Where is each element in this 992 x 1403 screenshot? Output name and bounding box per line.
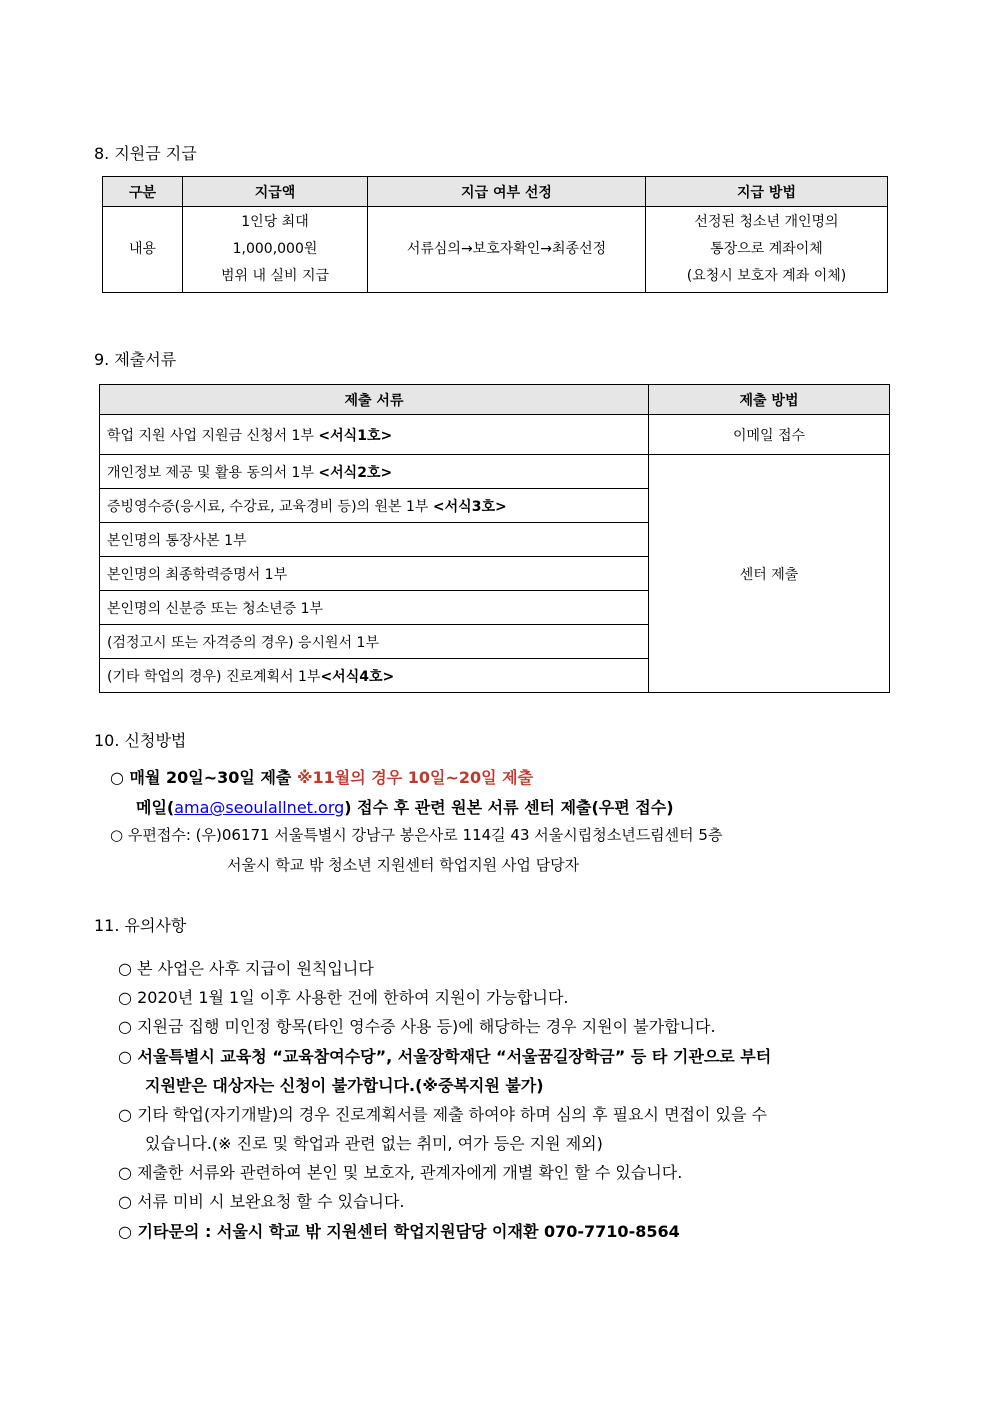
section-11-heading: 11. 유의사항 bbox=[94, 916, 187, 935]
notice-item: ○ 지원금 집행 미인정 항목(타인 영수증 사용 등)에 해당하는 경우 지원이 불가합니다. bbox=[118, 1017, 716, 1036]
apply-line-1 bbox=[110, 765, 533, 788]
section-10-heading: 10. 신청방법 bbox=[94, 731, 187, 750]
document-row: 학업 지원 사업 지원금 신청서 1부 <서식1호> bbox=[100, 415, 649, 455]
notice-item: ○ 서울특별시 교육청 “교육참여수당”, 서울장학재단 “서울꿈길장학금” 등 타 기관으로 부터 bbox=[118, 1047, 772, 1066]
section-9-heading: 9. 제출서류 bbox=[94, 350, 177, 369]
apply-period: 매월 20일~30일 제출 bbox=[129, 768, 297, 787]
header-category: 구분 bbox=[103, 177, 183, 207]
method-line: 선정된 청소년 개인명의 bbox=[694, 214, 839, 230]
amount-cell bbox=[183, 207, 368, 293]
document-row: 개인정보 제공 및 활용 동의서 1부 <서식2호> bbox=[100, 455, 649, 489]
amount-line: 범위 내 실비 지급 bbox=[220, 268, 330, 284]
selection-cell: 서류심의→보호자확인→최종선정 bbox=[368, 207, 646, 293]
amount-line: 1,000,000원 bbox=[232, 241, 318, 257]
notice-item-contact: ○ 기타문의 : 서울시 학교 밖 지원센터 학업지원담당 이재환 070-7710-8564 bbox=[118, 1222, 680, 1241]
notice-item: ○ 본 사업은 사후 지급이 원칙입니다 bbox=[118, 959, 374, 978]
postal-address: 우편접수: (우)06171 서울특별시 강남구 봉은사로 114길 43 서울시립청소년드림센터 5층 bbox=[127, 826, 723, 844]
email-link[interactable]: ama@seoulallnet.org bbox=[174, 798, 345, 817]
bullet: ○ bbox=[110, 826, 124, 844]
method-email: 이메일 접수 bbox=[649, 415, 890, 455]
bullet: ○ bbox=[110, 768, 124, 787]
header-submit-method: 제출 방법 bbox=[649, 385, 890, 415]
notice-item: ○ 2020년 1월 1일 이후 사용한 건에 한하여 지원이 가능합니다. bbox=[118, 988, 569, 1007]
apply-line-2: 메일(ama@seoulallnet.org) 접수 후 관련 원본 서류 센터 제출(우편 접수) bbox=[136, 798, 674, 817]
document-row: 본인명의 신분증 또는 청소년증 1부 bbox=[100, 591, 649, 625]
apply-line-4: 서울시 학교 밖 청소년 지원센터 학업지원 사업 담당자 bbox=[227, 856, 580, 874]
document-row: 증빙영수증(응시료, 수강료, 교육경비 등)의 원본 1부 <서식3호> bbox=[100, 489, 649, 523]
notice-item-cont: 지원받은 대상자는 신청이 불가합니다.(※중복지원 불가) bbox=[145, 1076, 544, 1095]
notice-item: ○ 제출한 서류와 관련하여 본인 및 보호자, 관계자에게 개별 확인 할 수 있습니다. bbox=[118, 1163, 683, 1182]
header-method: 지급 방법 bbox=[646, 177, 888, 207]
document-row: 본인명의 통장사본 1부 bbox=[100, 523, 649, 557]
row-label: 내용 bbox=[103, 207, 183, 293]
method-cell bbox=[646, 207, 888, 293]
document-row: (검정고시 또는 자격증의 경우) 응시원서 1부 bbox=[100, 625, 649, 659]
apply-line-3 bbox=[110, 824, 722, 845]
notice-item-cont: 있습니다.(※ 진로 및 학업과 관련 없는 취미, 여가 등은 지원 제외) bbox=[145, 1134, 603, 1153]
header-selection: 지급 여부 선정 bbox=[368, 177, 646, 207]
header-documents: 제출 서류 bbox=[100, 385, 649, 415]
amount-line: 1인당 최대 bbox=[241, 214, 309, 230]
notice-item: ○ 서류 미비 시 보완요청 할 수 있습니다. bbox=[118, 1192, 405, 1211]
section-8-heading: 8. 지원금 지급 bbox=[94, 144, 197, 163]
notice-item: ○ 기타 학업(자기개발)의 경우 진로계획서를 제출 하여야 하며 심의 후 필요시 면접이 있을 수 bbox=[118, 1105, 767, 1124]
document-row: (기타 학업의 경우) 진로계획서 1부<서식4호> bbox=[100, 659, 649, 693]
payment-table bbox=[102, 176, 888, 293]
method-center: 센터 제출 bbox=[649, 455, 890, 693]
documents-table bbox=[99, 384, 890, 693]
november-note: ※11월의 경우 10일~20일 제출 bbox=[296, 768, 534, 787]
document-row: 본인명의 최종학력증명서 1부 bbox=[100, 557, 649, 591]
method-line: (요청시 보호자 계좌 이체) bbox=[686, 268, 847, 284]
header-amount: 지급액 bbox=[183, 177, 368, 207]
method-line: 통장으로 계좌이체 bbox=[710, 241, 823, 257]
